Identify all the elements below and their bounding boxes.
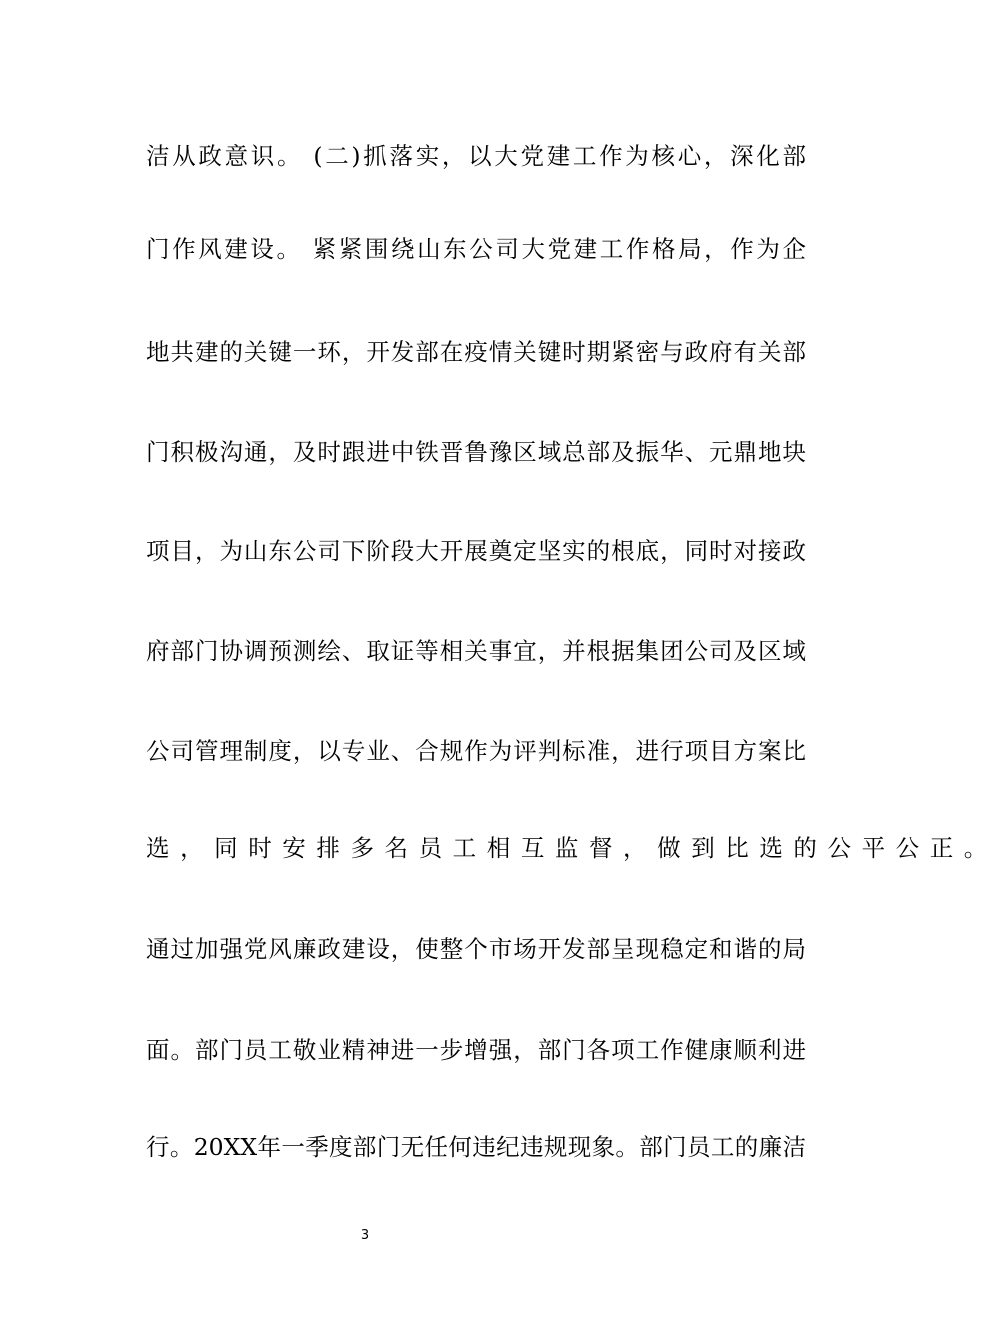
text-line-7: 公司管理制度，以专业、合规作为评判标准，进行项目方案比 <box>146 737 806 765</box>
text-line-1: 洁从政意识。 (二)抓落实，以大党建工作为核心，深化部 <box>146 142 806 170</box>
text-line-6: 府部门协调预测绘、取证等相关事宜，并根据集团公司及区域 <box>146 637 806 665</box>
text-line-11: 行。20XX年一季度部门无任何违纪违规现象。部门员工的廉洁 <box>146 1133 806 1161</box>
text-line-8: 选，同时安排多名员工相互监督，做到比选的公平公正。 <box>146 834 998 862</box>
text-line-9: 通过加强党风廉政建设，使整个市场开发部呈现稳定和谐的局 <box>146 935 806 963</box>
text-line-10: 面。部门员工敬业精神进一步增强，部门各项工作健康顺利进 <box>146 1036 806 1064</box>
page-number: 3 <box>360 1228 370 1243</box>
text-line-4: 门积极沟通，及时跟进中铁晋鲁豫区域总部及振华、元鼎地块 <box>146 438 806 466</box>
text-line-3: 地共建的关键一环，开发部在疫情关键时期紧密与政府有关部 <box>146 338 806 366</box>
text-line-2: 门作风建设。 紧紧围绕山东公司大党建工作格局，作为企 <box>146 235 806 263</box>
text-line-5: 项目，为山东公司下阶段大开展奠定坚实的根底，同时对接政 <box>146 537 806 565</box>
